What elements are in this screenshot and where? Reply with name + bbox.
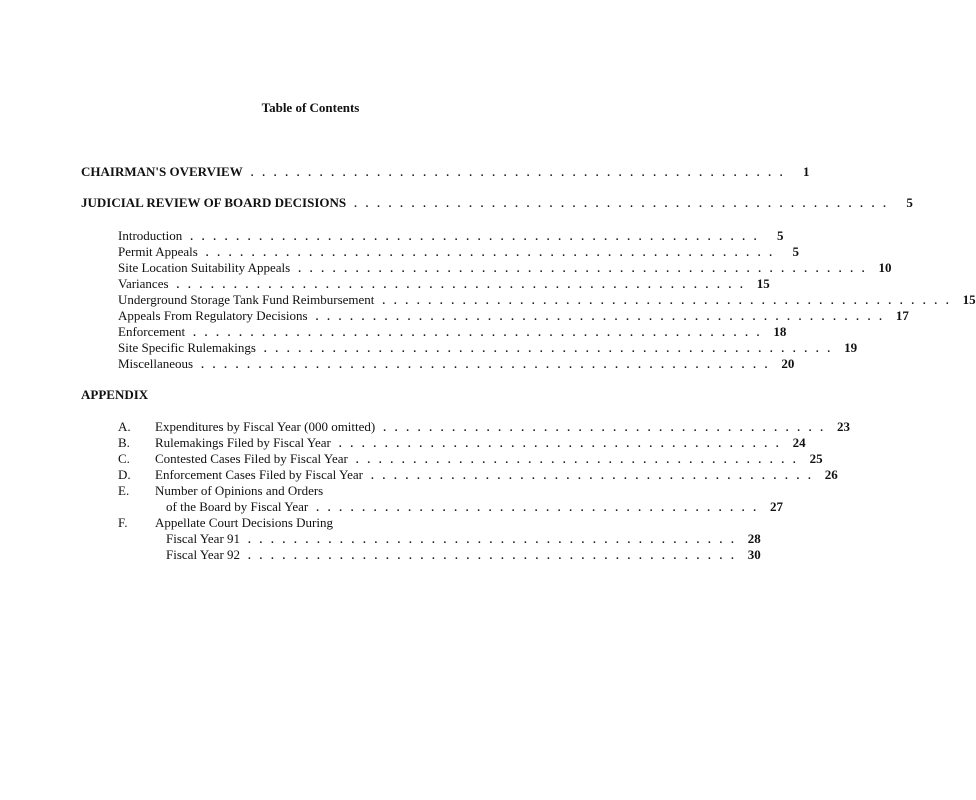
- toc-entry-label: Enforcement Cases Filed by Fiscal Year: [155, 467, 363, 482]
- dot-leader: . . . . . . . . . . . . . . . . . . . . . . . . . . . . . . . . . . . . . . .: [316, 502, 760, 514]
- dot-leader: . . . . . . . . . . . . . . . . . . . . . . . . . . . . . . . . . . . . . . . . . . .: [248, 550, 737, 562]
- toc-entry-page: 26: [824, 467, 838, 482]
- toc-entry-chairmans-overview[interactable]: [81, 164, 810, 181]
- dot-leader: . . . . . . . . . . . . . . . . . . . . . . . . . . . . . . . . . . . . . . .: [338, 438, 782, 450]
- toc-entry-label: CHAIRMAN'S OVERVIEW: [81, 164, 243, 179]
- toc-entry-label: Miscellaneous: [118, 356, 194, 371]
- dot-leader: . . . . . . . . . . . . . . . . . . . . . . . . . . . . . . . . . . . . . . . . . . . . . . . . . .: [315, 311, 885, 323]
- toc-entry-appendix-d[interactable]: [155, 467, 838, 484]
- toc-entry-page: 18: [773, 324, 787, 339]
- toc-entry-page: 5: [906, 195, 913, 210]
- dot-leader: . . . . . . . . . . . . . . . . . . . . . . . . . . . . . . . . . . . . . . . . . . . . . . . . . .: [263, 343, 834, 355]
- toc-entry-label: Underground Storage Tank Fund Reimbursement: [118, 292, 375, 307]
- toc-entry-page: 5: [777, 228, 784, 243]
- dot-leader: . . . . . . . . . . . . . . . . . . . . . . . . . . . . . . . . . . . . . . . . . . . . . . . . . .: [298, 263, 868, 275]
- toc-entry-page: 27: [770, 499, 784, 514]
- appendix-letter: C.: [118, 451, 130, 466]
- toc-entry-appendix-b[interactable]: [155, 435, 806, 452]
- toc-entry-page: 10: [878, 260, 892, 275]
- toc-entry-appendix-c[interactable]: [155, 451, 823, 468]
- toc-entry-page: 24: [792, 435, 806, 450]
- toc-entry-label: Appeals From Regulatory Decisions: [118, 308, 308, 323]
- dot-leader: . . . . . . . . . . . . . . . . . . . . . . . . . . . . . . . . . . . . . . . . . . . . . . . . . .: [382, 295, 952, 307]
- dot-leader: . . . . . . . . . . . . . . . . . . . . . . . . . . . . . . . . . . . . . . .: [370, 470, 814, 482]
- toc-entry-label: Site Specific Rulemakings: [118, 340, 256, 355]
- appendix-letter: B.: [118, 435, 130, 450]
- toc-entry-page: 30: [747, 547, 761, 562]
- toc-entry-label: Site Location Suitability Appeals: [118, 260, 291, 275]
- toc-entry-page: 20: [781, 356, 795, 371]
- appendix-letter: F.: [118, 515, 128, 530]
- toc-entry-site-location[interactable]: [118, 260, 892, 277]
- toc-entry-page: 1: [802, 164, 810, 179]
- dot-leader: . . . . . . . . . . . . . . . . . . . . . . . . . . . . . . . . . . . . . . .: [355, 454, 799, 466]
- dot-leader: . . . . . . . . . . . . . . . . . . . . . . . . . . . . . . . . . . . . . . . . . . . . . . .: [354, 198, 889, 210]
- dot-leader: . . . . . . . . . . . . . . . . . . . . . . . . . . . . . . . . . . . . . . . . . . . . . . . . . .: [201, 359, 771, 371]
- toc-entry-appendix-e[interactable]: [166, 499, 784, 516]
- toc-entry-page: 17: [895, 308, 909, 323]
- dot-leader: . . . . . . . . . . . . . . . . . . . . . . . . . . . . . . . . . . . . . . . . . . . . . . . . . .: [193, 327, 763, 339]
- toc-entry-label: Variances: [118, 276, 169, 291]
- appendix-heading: APPENDIX: [81, 387, 149, 402]
- toc-entry-miscellaneous[interactable]: [118, 356, 795, 373]
- page-title: Table of Contents: [261, 100, 360, 115]
- appendix-letter: A.: [118, 419, 131, 434]
- dot-leader: . . . . . . . . . . . . . . . . . . . . . . . . . . . . . . . . . . . . . . . . . . . . . . .: [250, 167, 786, 179]
- toc-entry-page: 15: [962, 292, 976, 307]
- toc-entry-label: Contested Cases Filed by Fiscal Year: [155, 451, 348, 466]
- toc-entry-label: Rulemakings Filed by Fiscal Year: [155, 435, 331, 450]
- toc-entry-variances[interactable]: [118, 276, 770, 293]
- dot-leader: . . . . . . . . . . . . . . . . . . . . . . . . . . . . . . . . . . . . . . . . . . . . . . . . . .: [205, 247, 776, 259]
- toc-entry-enforcement[interactable]: [118, 324, 787, 341]
- toc-entry-label: Expenditures by Fiscal Year (000 omitted): [155, 419, 376, 434]
- toc-entry-page: 23: [837, 419, 850, 434]
- toc-entry-page: 5: [792, 244, 800, 259]
- toc-entry-fiscal-year-92[interactable]: [166, 547, 761, 564]
- toc-entry-page: 28: [747, 531, 761, 546]
- toc-entry-ust-fund[interactable]: [118, 292, 976, 309]
- appendix-letter: E.: [118, 483, 130, 498]
- toc-entry-regulatory-appeals[interactable]: [118, 308, 909, 325]
- toc-entry-label: Introduction: [118, 228, 183, 243]
- toc-entry-label: Fiscal Year 92: [166, 547, 241, 562]
- toc-entry-page: 25: [809, 451, 823, 466]
- toc-entry-judicial-review[interactable]: [81, 195, 913, 212]
- toc-entry-label-line1: Number of Opinions and Orders: [155, 483, 324, 498]
- toc-entry-label: JUDICIAL REVIEW OF BOARD DECISIONS: [81, 195, 347, 210]
- toc-entry-label: of the Board by Fiscal Year: [166, 499, 309, 514]
- toc-entry-label: Permit Appeals: [118, 244, 198, 259]
- toc-entry-label: Fiscal Year 91: [166, 531, 241, 546]
- toc-entry-appendix-a[interactable]: [155, 419, 850, 436]
- toc-entry-permit-appeals[interactable]: [118, 244, 800, 261]
- dot-leader: . . . . . . . . . . . . . . . . . . . . . . . . . . . . . . . . . . . . . . . . . . . . . . . . . .: [176, 279, 746, 291]
- dot-leader: . . . . . . . . . . . . . . . . . . . . . . . . . . . . . . . . . . . . . . . . . . . . . . . . . .: [190, 231, 760, 243]
- toc-entry-label-line1: Appellate Court Decisions During: [155, 515, 333, 530]
- dot-leader: . . . . . . . . . . . . . . . . . . . . . . . . . . . . . . . . . . . . . . .: [383, 422, 826, 434]
- toc-entry-introduction[interactable]: [118, 228, 784, 245]
- toc-entry-label: Enforcement: [118, 324, 186, 339]
- appendix-letter: D.: [118, 467, 131, 482]
- toc-entry-page: 19: [844, 340, 858, 355]
- toc-entry-page: 15: [756, 276, 770, 291]
- toc-entry-site-specific[interactable]: [118, 340, 858, 357]
- dot-leader: . . . . . . . . . . . . . . . . . . . . . . . . . . . . . . . . . . . . . . . . . . .: [248, 534, 737, 546]
- toc-entry-fiscal-year-91[interactable]: [166, 531, 761, 548]
